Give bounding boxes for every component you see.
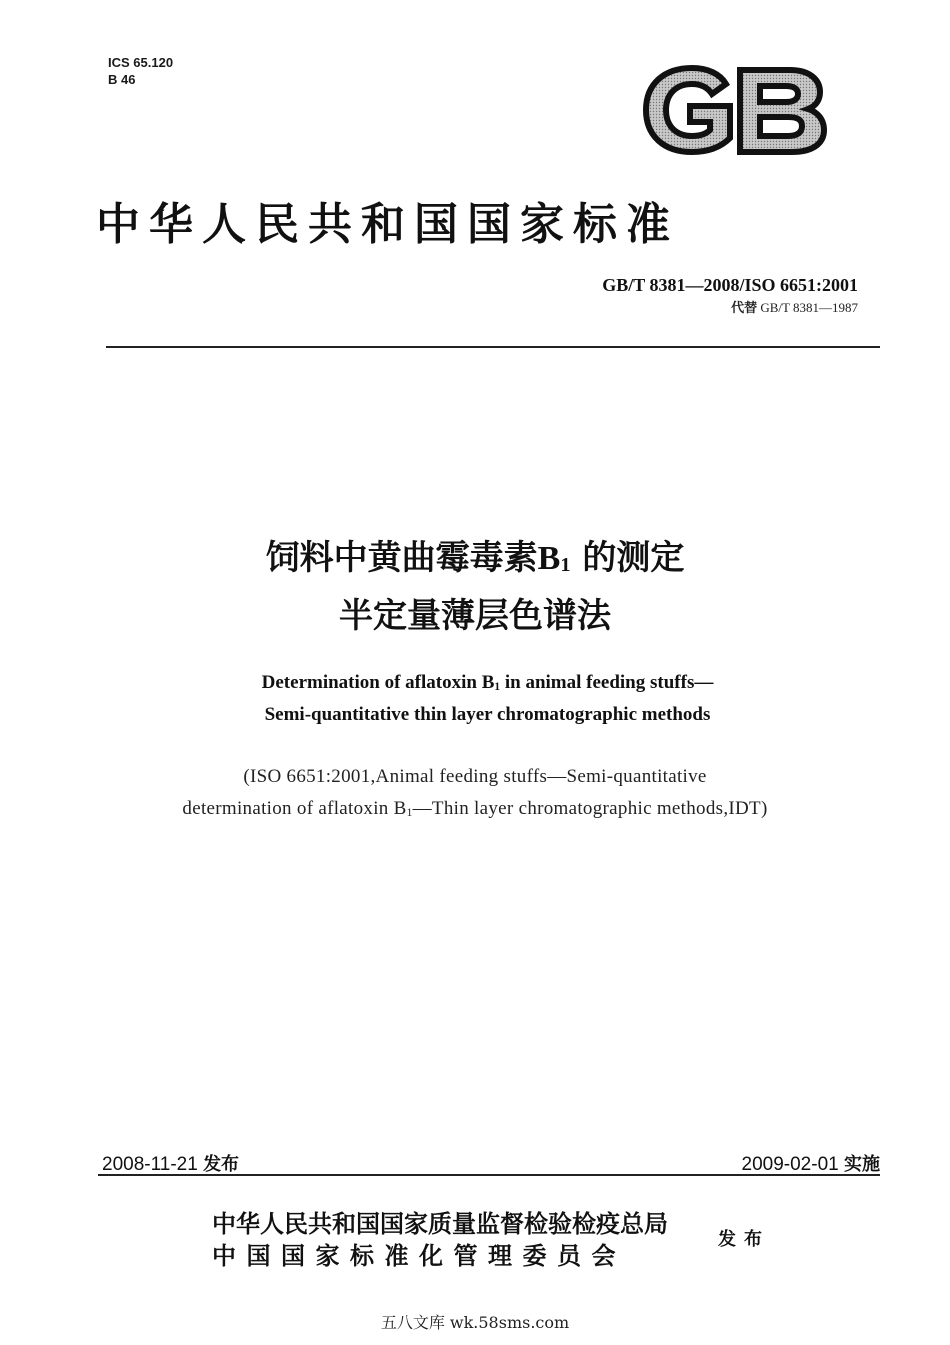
- chinese-title-line1: [0, 530, 950, 579]
- standard-code: [602, 275, 858, 296]
- implement-date-value: 2009-02-01: [741, 1154, 839, 1175]
- standard-code-text: GB/T 8381—2008/ISO 6651:2001: [602, 275, 858, 295]
- zh-title-b: B: [537, 540, 561, 577]
- en-title-part: Determination of aflatoxin B: [261, 672, 495, 693]
- publish-date: [102, 1150, 239, 1176]
- header-divider: [106, 346, 880, 348]
- gb-logo: [640, 62, 828, 158]
- zh-title-part: 的测定: [582, 538, 685, 578]
- implement-date-label: 实施: [844, 1154, 880, 1175]
- iso-ref-part: —Thin layer chromatographic methods,IDT): [412, 798, 768, 819]
- chinese-title-line2: 半定量薄层色谱法: [339, 596, 611, 636]
- english-title-line1: [0, 672, 950, 694]
- classification-codes: [108, 54, 173, 88]
- replaces-label: 代替: [731, 301, 758, 316]
- implement-date: [742, 1150, 880, 1176]
- ics-code: ICS 65.120: [108, 55, 174, 70]
- en-title-sub: 1: [494, 681, 501, 693]
- english-title-line2: Semi-quantitative thin layer chromatographic methods: [264, 704, 711, 725]
- ccs-code: B 46: [108, 72, 136, 87]
- iso-ref-sub: 1: [406, 807, 413, 819]
- en-title-part: in animal feeding stuffs—: [500, 672, 714, 693]
- issuer-action: 发布: [718, 1229, 770, 1250]
- gb-logo-icon: [640, 62, 828, 158]
- replaces-code: GB/T 8381—1987: [760, 300, 858, 315]
- iso-reference-line2: [0, 798, 950, 820]
- replaces-note: [731, 297, 858, 316]
- watermark-footer: 五八文库 wk.58sms.com: [380, 1313, 570, 1332]
- standard-national-title: 中华人民共和国国家标准: [96, 199, 679, 250]
- iso-ref-part: determination of aflatoxin B: [182, 798, 407, 819]
- issuer-line2: 中国国家标准化管理委员会: [212, 1242, 626, 1270]
- issuer-line1: 中华人民共和国国家质量监督检验检疫总局: [212, 1210, 668, 1238]
- zh-title-part: 饲料中黄曲霉毒素: [265, 538, 538, 578]
- publish-date-value: 2008-11-21: [102, 1154, 198, 1175]
- iso-reference-line1: (ISO 6651:2001,Animal feeding stuffs—Semi-quantitative: [243, 766, 707, 787]
- zh-title-sub: 1: [560, 554, 571, 576]
- publish-date-label: 发布: [203, 1154, 240, 1175]
- footer-divider: [98, 1174, 880, 1176]
